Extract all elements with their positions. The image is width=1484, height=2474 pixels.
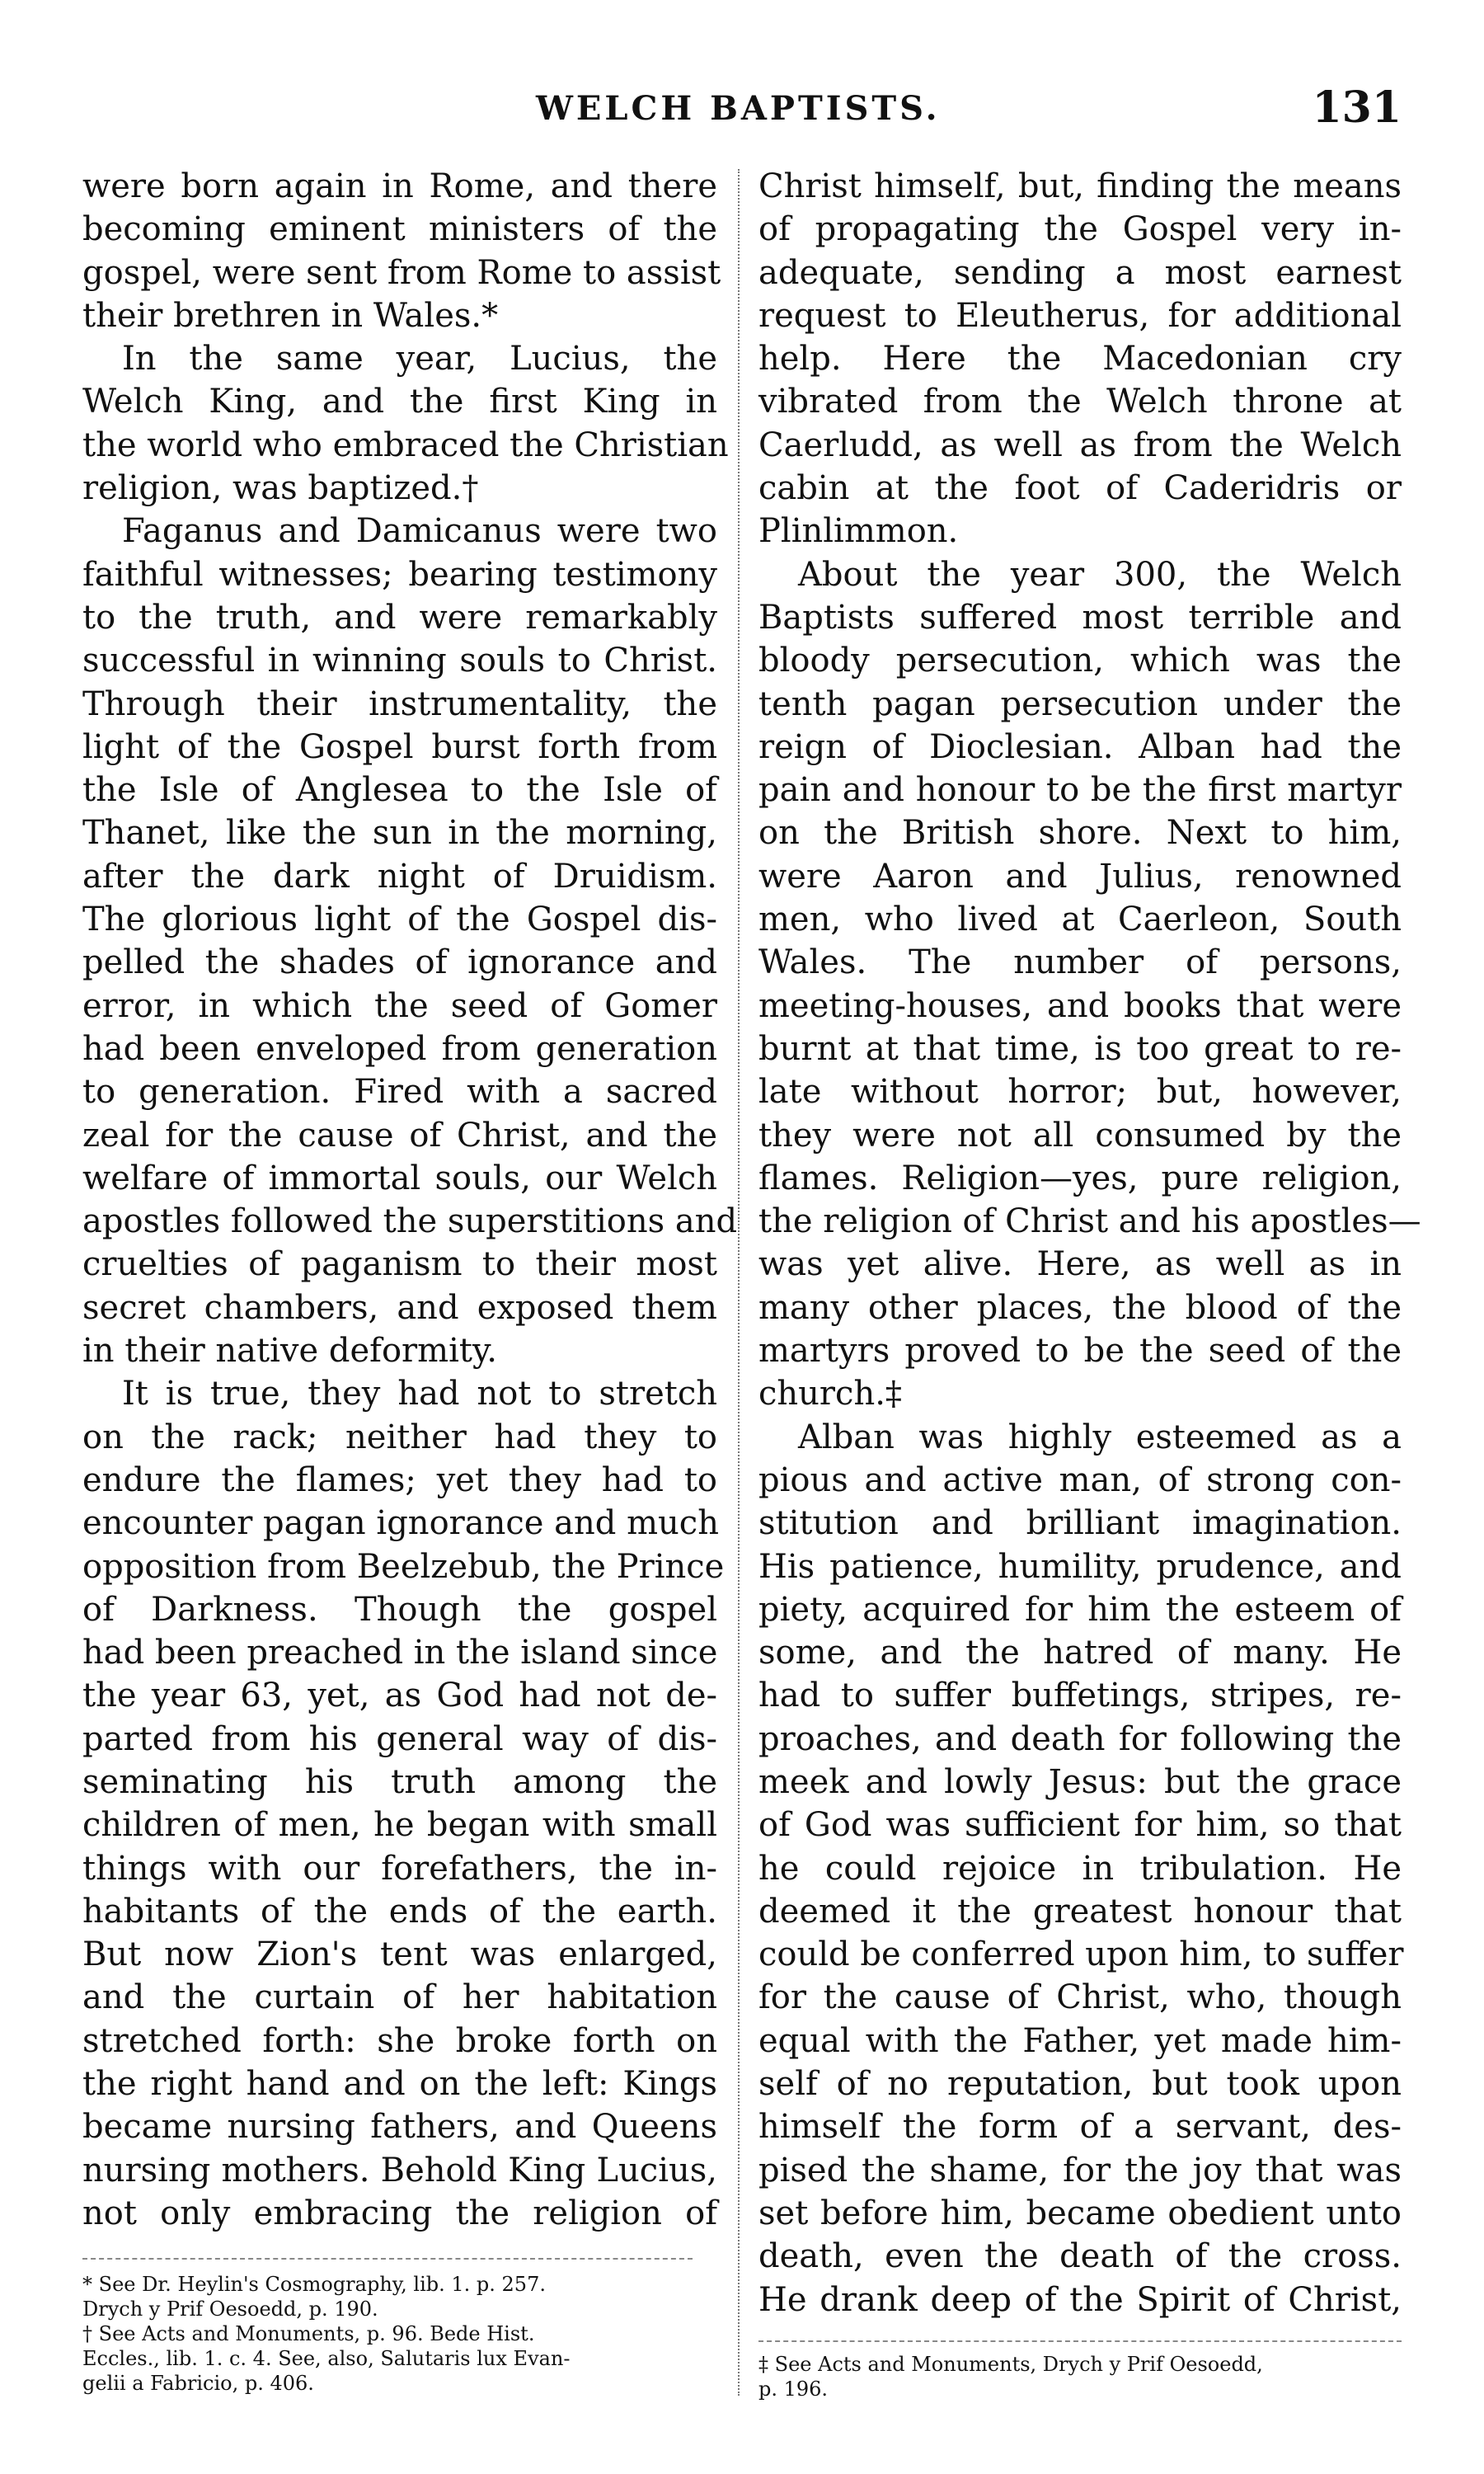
text-line: stitution and brilliant imagination.	[758, 1504, 1402, 1543]
text-line: cruelties of paganism to their most	[82, 1245, 717, 1284]
text-line: death, even the death of the cross.	[758, 2237, 1402, 2276]
right-column	[758, 165, 1421, 2321]
text-line: burnt at that time, is too great to re-	[758, 1029, 1402, 1068]
text-line: faithful witnesses; bearing testimony	[82, 555, 717, 594]
text-line: became nursing fathers, and Queens	[82, 2108, 717, 2147]
text-line: meeting-houses, and books that were	[758, 986, 1402, 1025]
text-line: reign of Dioclesian. Alban had the	[758, 727, 1402, 766]
text-line: some, and the hatred of many. He	[758, 1634, 1402, 1672]
text-line: things with our forefathers, the in-	[82, 1849, 717, 1888]
text-line: on the British shore. Next to him,	[758, 814, 1402, 853]
text-line: the world who embraced the Christian	[82, 426, 729, 464]
text-line: His patience, humility, prudence, and	[758, 1547, 1402, 1586]
text-line: church.‡	[758, 1375, 902, 1413]
text-line: the religion of Christ and his apostles—	[758, 1202, 1421, 1241]
column-divider	[738, 169, 740, 2396]
text-line: It is true, they had not to stretch	[122, 1375, 717, 1413]
text-line: gospel, were sent from Rome to assist	[82, 253, 721, 292]
text-line: of Darkness. Though the gospel	[82, 1590, 717, 1629]
page-number: 131	[1312, 82, 1402, 133]
text-line: equal with the Father, yet made him-	[758, 2021, 1402, 2060]
text-line: piety, acquired for him the esteem of	[758, 1590, 1402, 1629]
text-line: late without horror; but, however,	[758, 1073, 1402, 1112]
text-line: adequate, sending a most earnest	[758, 253, 1402, 292]
text-line: of propagating the Gospel very in-	[758, 210, 1402, 249]
text-line: vibrated from the Welch throne at	[758, 383, 1402, 421]
text-line: meek and lowly Jesus: but the grace	[758, 1762, 1402, 1801]
text-line: pious and active man, of strong con-	[758, 1460, 1402, 1499]
text-line: The glorious light of the Gospel dis-	[82, 901, 717, 939]
text-line: tenth pagan persecution under the	[758, 684, 1402, 723]
text-line: the year 63, yet, as God had not de-	[82, 1677, 717, 1715]
text-line: In the same year, Lucius, the	[122, 340, 717, 379]
footnote-rule-left	[82, 2258, 693, 2260]
text-line: set before him, became obedient unto	[758, 2194, 1402, 2232]
text-line: Faganus and Damicanus were two	[122, 512, 717, 551]
text-line: religion, was baptized.†	[82, 469, 479, 508]
text-line: bloody persecution, which was the	[758, 642, 1402, 680]
text-line: Thanet, like the sun in the morning,	[82, 814, 717, 853]
text-line: and the curtain of her habitation	[82, 1978, 717, 2017]
text-line: men, who lived at Caerleon, South	[758, 901, 1402, 939]
text-line: martyrs proved to be the seed of the	[758, 1332, 1402, 1371]
text-line: on the rack; neither had they to	[82, 1418, 717, 1456]
text-line: Wales. The number of persons,	[758, 943, 1402, 982]
text-line: apostles followed the superstitions and	[82, 1202, 738, 1241]
page-header	[0, 82, 1484, 132]
text-line: had to suffer buffetings, stripes, re-	[758, 1677, 1402, 1715]
text-line: was yet alive. Here, as well as in	[758, 1245, 1402, 1284]
text-line: had been preached in the island since	[82, 1634, 718, 1672]
text-line: Caerludd, as well as from the Welch	[758, 426, 1402, 464]
text-line: had been enveloped from generation	[82, 1029, 717, 1068]
text-line: he could rejoice in tribulation. He	[758, 1849, 1402, 1888]
text-line: successful in winning souls to Christ.	[82, 642, 717, 680]
text-line: were born again in Rome, and there	[82, 167, 717, 205]
text-line: becoming eminent ministers of the	[82, 210, 717, 249]
text-line: pain and honour to be the first martyr	[758, 771, 1402, 810]
text-line: opposition from Beelzebub, the Prince	[82, 1547, 725, 1586]
text-line: Plinlimmon.	[758, 512, 959, 551]
text-line: help. Here the Macedonian cry	[758, 340, 1402, 379]
footnote-line: p. 196.	[758, 2378, 829, 2401]
text-line: stretched forth: she broke forth on	[82, 2021, 717, 2060]
text-line: light of the Gospel burst forth from	[82, 727, 717, 766]
footnote-rule-right	[758, 2340, 1402, 2342]
footnote-line: Eccles., lib. 1. c. 4. See, also, Salutaris lux Evan-	[82, 2347, 571, 2370]
text-line: pelled the shades of ignorance and	[82, 943, 717, 982]
text-line: their brethren in Wales.*	[82, 296, 499, 335]
text-line: to the truth, and were remarkably	[82, 598, 717, 637]
text-line: secret chambers, and exposed them	[82, 1288, 717, 1327]
text-line: Through their instrumentality, the	[82, 684, 717, 723]
text-line: after the dark night of Druidism.	[82, 857, 717, 896]
footnote-line: gelii a Fabricio, p. 406.	[82, 2372, 314, 2395]
footnotes-left	[82, 2272, 717, 2396]
text-line: Christ himself, but, finding the means	[758, 167, 1402, 205]
text-line: cabin at the foot of Caderidris or	[758, 469, 1402, 508]
footnote-line: * See Dr. Heylin's Cosmography, lib. 1. p. 257.	[82, 2273, 546, 2296]
text-line: About the year 300, the Welch	[798, 555, 1402, 594]
text-line: the right hand and on the left: Kings	[82, 2065, 717, 2104]
text-line: flames. Religion—yes, pure religion,	[758, 1159, 1402, 1197]
text-line: in their native deformity.	[82, 1332, 497, 1371]
text-line: habitants of the ends of the earth.	[82, 1892, 717, 1931]
text-line: error, in which the seed of Gomer	[82, 986, 717, 1025]
footnotes-right	[758, 2352, 1402, 2401]
text-line: Baptists suffered most terrible and	[758, 598, 1402, 637]
running-title: WELCH BAPTISTS.	[536, 89, 941, 128]
text-line: encounter pagan ignorance and much	[82, 1504, 719, 1543]
footnote-line: ‡ See Acts and Monuments, Drych y Prif Oesoedd,	[758, 2353, 1263, 2376]
text-line: deemed it the greatest honour that	[758, 1892, 1402, 1931]
text-line: himself the form of a servant, des-	[758, 2108, 1402, 2147]
text-line: were Aaron and Julius, renowned	[758, 857, 1402, 896]
text-line: Alban was highly esteemed as a	[798, 1418, 1402, 1456]
text-line: the Isle of Anglesea to the Isle of	[82, 771, 717, 810]
text-line: pised the shame, for the joy that was	[758, 2151, 1402, 2189]
text-line: request to Eleutherus, for additional	[758, 296, 1402, 335]
text-line: parted from his general way of dis-	[82, 1719, 717, 1758]
text-line: nursing mothers. Behold King Lucius,	[82, 2151, 717, 2189]
text-line: children of men, he began with small	[82, 1806, 717, 1845]
text-line: to generation. Fired with a sacred	[82, 1073, 717, 1112]
footnote-line: † See Acts and Monuments, p. 96. Bede Hist.	[82, 2322, 535, 2345]
text-line: proaches, and death for following the	[758, 1719, 1402, 1758]
text-line: Welch King, and the first King in	[82, 383, 717, 421]
text-line: could be conferred upon him, to suffer	[758, 1935, 1404, 1974]
text-line: for the cause of Christ, who, though	[758, 1978, 1402, 2017]
left-column	[82, 165, 738, 2235]
text-line: endure the flames; yet they had to	[82, 1460, 717, 1499]
text-line: welfare of immortal souls, our Welch	[82, 1159, 717, 1197]
text-line: zeal for the cause of Christ, and the	[82, 1116, 717, 1155]
text-line: of God was sufficient for him, so that	[758, 1806, 1402, 1845]
text-line: self of no reputation, but took upon	[758, 2065, 1402, 2104]
footnote-line: Drych y Prif Oesoedd, p. 190.	[82, 2298, 378, 2321]
text-line: they were not all consumed by the	[758, 1116, 1402, 1155]
text-line: seminating his truth among the	[82, 1762, 717, 1801]
text-line: He drank deep of the Spirit of Christ,	[758, 2280, 1402, 2319]
text-line: But now Zion's tent was enlarged,	[82, 1935, 717, 1974]
text-line: many other places, the blood of the	[758, 1288, 1402, 1327]
text-line: not only embracing the religion of	[82, 2194, 717, 2232]
